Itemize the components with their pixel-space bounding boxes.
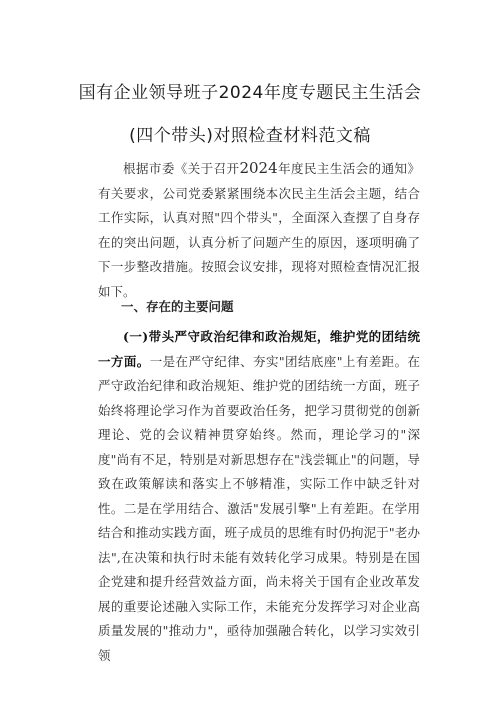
- subsection-1-body: 一是在严守纪律、夯实"团结底座"上有差距。在严守政治纪律和政治规矩、维护党的团结统一方面，班子始终将理论学习作为首要政治任务，把学习贯彻党的创新理论、党的会议精神贯穿始终。然而，理论学习的"深度"尚有不足，特别是对新思想存在"浅尝辄止"的问题，导致在政策解读和落实上不够精准，实际工作中缺乏针对性。二是在学用结合、激活"发展引擎"上有差距。在学用结合和推动实践方面，班子成员的思维有时仍拘泥于"老办法",在决策和执行时未能有效转化学习成果。特别是在国企党建和提升经营效益方面，尚未将关于国有企业改革发展的重要论述融入实际工作，未能充分发挥学习对企业高质量发展的"推动力"，亟待加强融合转化，以学习实效引领: [98, 353, 420, 663]
- intro-paragraph: [98, 156, 420, 304]
- document-title-line-1: 国有企业领导班子2024年度专题民主生活会: [78, 83, 422, 103]
- section-heading-problems: 一、存在的主要问题: [121, 299, 234, 314]
- document-title-line-2: (四个带头)对照检查材料范文稿: [129, 126, 371, 146]
- subsection-1-paragraph: [98, 325, 420, 668]
- intro-text-start: 根据市委《关于召开: [123, 161, 240, 176]
- intro-year: 2024: [239, 159, 278, 177]
- intro-text-rest: 年度民主生活会的通知》有关要求，公司党委紧紧围绕本次民主生活会主题，结合工作实际，认真对照"四个带头"，全面深入查摆了自身存在的突出问题，认真分析了问题产生的原因，逐项明确了下一步整改措施。按照会议安排，现将对照检查情况汇报如下。: [98, 161, 420, 299]
- subsection-1-heading: (一)带头严守政治纪律和政治规矩，维护党的团结统一方面。: [98, 329, 420, 369]
